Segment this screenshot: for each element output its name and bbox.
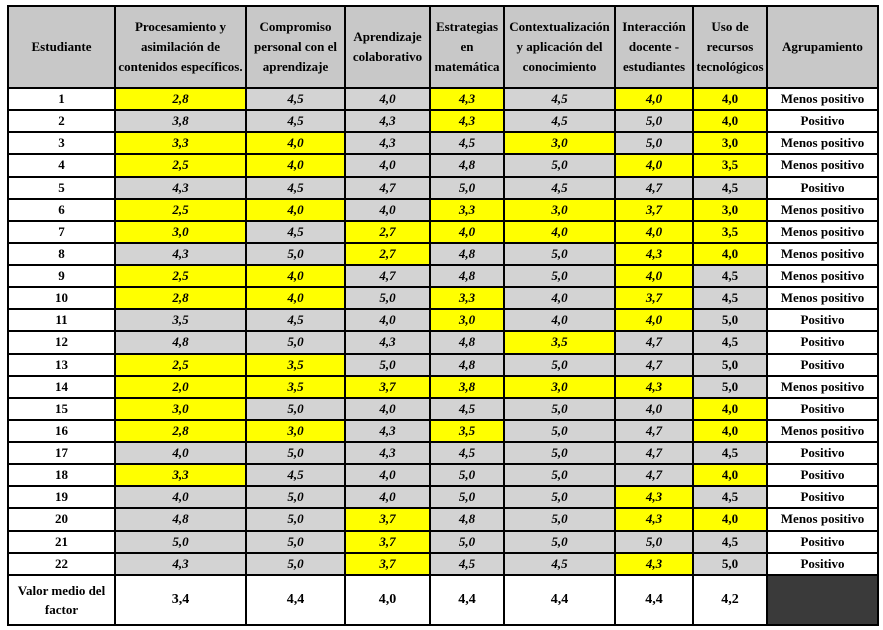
factor-value-cell: 5,0 xyxy=(693,376,767,398)
factor-value-cell: 3,7 xyxy=(345,376,430,398)
student-number-cell: 4 xyxy=(8,154,115,176)
factor-value-cell: 5,0 xyxy=(693,309,767,331)
factor-value-cell: 4,5 xyxy=(504,177,615,199)
factor-value-cell: 4,5 xyxy=(430,398,504,420)
student-number-cell: 22 xyxy=(8,553,115,575)
factor-value-cell: 3,0 xyxy=(693,199,767,221)
table-row xyxy=(8,177,878,199)
factor-value-cell: 3,5 xyxy=(115,309,246,331)
table-row xyxy=(8,464,878,486)
grouping-cell: Positivo xyxy=(767,464,878,486)
table-row xyxy=(8,88,878,110)
factor-value-cell: 4,0 xyxy=(693,88,767,110)
factor-value-cell: 4,0 xyxy=(615,398,693,420)
factor-value-cell: 4,5 xyxy=(246,110,345,132)
table-body xyxy=(8,88,878,575)
factor-value-cell: 4,5 xyxy=(504,553,615,575)
factor-value-cell: 4,8 xyxy=(430,243,504,265)
student-number-cell: 20 xyxy=(8,508,115,530)
factor-value-cell: 5,0 xyxy=(615,110,693,132)
factor-value-cell: 5,0 xyxy=(345,287,430,309)
factor-value-cell: 4,5 xyxy=(246,177,345,199)
factor-value-cell: 3,0 xyxy=(115,221,246,243)
factor-value-cell: 4,3 xyxy=(345,110,430,132)
grouping-cell: Menos positivo xyxy=(767,420,878,442)
grouping-cell: Menos positivo xyxy=(767,287,878,309)
factor-value-cell: 4,8 xyxy=(430,331,504,353)
factor-value-cell: 3,7 xyxy=(345,531,430,553)
grouping-cell: Positivo xyxy=(767,553,878,575)
factor-value-cell: 2,8 xyxy=(115,420,246,442)
factor-value-cell: 4,7 xyxy=(615,420,693,442)
footer-mean-cell: 4,4 xyxy=(430,575,504,625)
grouping-cell: Menos positivo xyxy=(767,243,878,265)
factor-value-cell: 4,0 xyxy=(504,287,615,309)
factor-value-cell: 3,0 xyxy=(115,398,246,420)
factor-value-cell: 4,5 xyxy=(246,221,345,243)
table-row xyxy=(8,154,878,176)
factor-value-cell: 4,3 xyxy=(345,420,430,442)
factor-value-cell: 5,0 xyxy=(504,265,615,287)
table-row xyxy=(8,265,878,287)
factor-value-cell: 4,0 xyxy=(504,309,615,331)
factor-value-cell: 3,7 xyxy=(345,508,430,530)
factor-value-cell: 4,3 xyxy=(615,553,693,575)
footer-mean-cell: 4,4 xyxy=(504,575,615,625)
factor-value-cell: 4,3 xyxy=(615,243,693,265)
table-row xyxy=(8,442,878,464)
grouping-cell: Menos positivo xyxy=(767,265,878,287)
factor-value-cell: 4,0 xyxy=(345,398,430,420)
factor-value-cell: 3,0 xyxy=(504,199,615,221)
factor-value-cell: 3,0 xyxy=(246,420,345,442)
factor-value-cell: 4,3 xyxy=(615,486,693,508)
factor-value-cell: 4,7 xyxy=(615,177,693,199)
header-cell-estudiante: Estudiante xyxy=(8,6,115,88)
table-row xyxy=(8,331,878,353)
student-number-cell: 9 xyxy=(8,265,115,287)
student-number-cell: 8 xyxy=(8,243,115,265)
factor-value-cell: 4,0 xyxy=(345,154,430,176)
factor-value-cell: 4,5 xyxy=(246,88,345,110)
factor-value-cell: 2,8 xyxy=(115,88,246,110)
footer-mean-cell: 4,4 xyxy=(246,575,345,625)
factor-value-cell: 3,5 xyxy=(246,376,345,398)
factor-value-cell: 4,5 xyxy=(430,442,504,464)
factor-value-cell: 4,5 xyxy=(693,331,767,353)
table-row xyxy=(8,221,878,243)
factor-value-cell: 5,0 xyxy=(504,508,615,530)
factor-value-cell: 3,5 xyxy=(693,154,767,176)
student-number-cell: 12 xyxy=(8,331,115,353)
grouping-cell: Positivo xyxy=(767,354,878,376)
factor-value-cell: 4,3 xyxy=(115,177,246,199)
grouping-cell: Menos positivo xyxy=(767,154,878,176)
grouping-cell: Positivo xyxy=(767,110,878,132)
factor-value-cell: 4,7 xyxy=(615,354,693,376)
footer-mean-cell: 4,2 xyxy=(693,575,767,625)
student-number-cell: 5 xyxy=(8,177,115,199)
factor-value-cell: 5,0 xyxy=(246,553,345,575)
table-row xyxy=(8,110,878,132)
header-cell-contextualizacion: Contextualización y aplicación del conocimiento xyxy=(504,6,615,88)
factor-value-cell: 5,0 xyxy=(115,531,246,553)
factor-value-cell: 4,5 xyxy=(430,132,504,154)
factor-value-cell: 4,5 xyxy=(246,464,345,486)
factor-value-cell: 4,0 xyxy=(693,508,767,530)
table-row xyxy=(8,287,878,309)
factor-value-cell: 4,3 xyxy=(430,88,504,110)
factor-value-cell: 4,0 xyxy=(345,464,430,486)
factor-value-cell: 4,7 xyxy=(345,265,430,287)
factor-value-cell: 5,0 xyxy=(246,243,345,265)
student-number-cell: 10 xyxy=(8,287,115,309)
factor-value-cell: 4,5 xyxy=(693,265,767,287)
factor-value-cell: 4,0 xyxy=(246,265,345,287)
factor-value-cell: 3,8 xyxy=(115,110,246,132)
factor-value-cell: 4,0 xyxy=(345,88,430,110)
factor-value-cell: 5,0 xyxy=(430,486,504,508)
factor-value-cell: 4,7 xyxy=(615,331,693,353)
factor-value-cell: 2,0 xyxy=(115,376,246,398)
student-number-cell: 1 xyxy=(8,88,115,110)
header-cell-procesamiento: Procesamiento y asimilación de contenidos específicos. xyxy=(115,6,246,88)
factor-value-cell: 4,8 xyxy=(430,508,504,530)
factor-value-cell: 4,0 xyxy=(115,486,246,508)
table-row xyxy=(8,199,878,221)
grouping-cell: Positivo xyxy=(767,398,878,420)
student-factors-table xyxy=(7,5,879,626)
factor-value-cell: 4,0 xyxy=(246,287,345,309)
factor-value-cell: 4,0 xyxy=(430,221,504,243)
factor-value-cell: 4,5 xyxy=(693,177,767,199)
factor-value-cell: 5,0 xyxy=(246,398,345,420)
table-row xyxy=(8,486,878,508)
factor-value-cell: 5,0 xyxy=(504,442,615,464)
factor-value-cell: 4,3 xyxy=(345,132,430,154)
factor-value-cell: 3,8 xyxy=(430,376,504,398)
factor-value-cell: 3,7 xyxy=(345,553,430,575)
footer-mean-cell: 3,4 xyxy=(115,575,246,625)
factor-value-cell: 5,0 xyxy=(504,531,615,553)
header-cell-compromiso: Compromiso personal con el aprendizaje xyxy=(246,6,345,88)
factor-value-cell: 5,0 xyxy=(246,486,345,508)
factor-value-cell: 4,0 xyxy=(615,88,693,110)
factor-value-cell: 4,8 xyxy=(115,508,246,530)
header-cell-estrategias: Estrategias en matemática xyxy=(430,6,504,88)
factor-value-cell: 4,0 xyxy=(246,199,345,221)
footer-dark-cell xyxy=(767,575,878,625)
table-row xyxy=(8,243,878,265)
grouping-cell: Menos positivo xyxy=(767,199,878,221)
factor-value-cell: 4,0 xyxy=(693,398,767,420)
table-row xyxy=(8,132,878,154)
factor-value-cell: 4,0 xyxy=(345,486,430,508)
grouping-cell: Menos positivo xyxy=(767,132,878,154)
factor-value-cell: 3,5 xyxy=(504,331,615,353)
table-row xyxy=(8,531,878,553)
factor-value-cell: 2,5 xyxy=(115,154,246,176)
factor-value-cell: 5,0 xyxy=(504,154,615,176)
factor-value-cell: 4,0 xyxy=(615,309,693,331)
factor-value-cell: 5,0 xyxy=(504,398,615,420)
factor-value-cell: 4,0 xyxy=(345,309,430,331)
footer-row xyxy=(8,575,878,625)
footer-mean-cell: 4,0 xyxy=(345,575,430,625)
grouping-cell: Positivo xyxy=(767,442,878,464)
factor-value-cell: 5,0 xyxy=(430,531,504,553)
factor-value-cell: 5,0 xyxy=(246,531,345,553)
table-row xyxy=(8,420,878,442)
student-number-cell: 17 xyxy=(8,442,115,464)
factor-value-cell: 4,5 xyxy=(693,287,767,309)
factor-value-cell: 4,5 xyxy=(430,553,504,575)
factor-value-cell: 3,7 xyxy=(615,199,693,221)
factor-value-cell: 3,3 xyxy=(115,132,246,154)
footer-label-cell: Valor medio del factor xyxy=(8,575,115,625)
factor-value-cell: 2,5 xyxy=(115,265,246,287)
factor-value-cell: 3,3 xyxy=(430,287,504,309)
header-cell-agrupamiento: Agrupamiento xyxy=(767,6,878,88)
factor-value-cell: 3,3 xyxy=(115,464,246,486)
factor-value-cell: 5,0 xyxy=(504,486,615,508)
factor-value-cell: 5,0 xyxy=(246,508,345,530)
table-row xyxy=(8,354,878,376)
factor-value-cell: 5,0 xyxy=(504,420,615,442)
factor-value-cell: 4,0 xyxy=(615,221,693,243)
footer-mean-cell: 4,4 xyxy=(615,575,693,625)
factor-value-cell: 4,0 xyxy=(246,154,345,176)
factor-value-cell: 4,7 xyxy=(615,464,693,486)
factor-value-cell: 4,8 xyxy=(115,331,246,353)
factor-value-cell: 4,0 xyxy=(615,154,693,176)
factor-value-cell: 3,5 xyxy=(246,354,345,376)
student-number-cell: 13 xyxy=(8,354,115,376)
factor-value-cell: 2,7 xyxy=(345,221,430,243)
factor-value-cell: 4,3 xyxy=(615,376,693,398)
factor-value-cell: 5,0 xyxy=(430,177,504,199)
factor-value-cell: 4,0 xyxy=(345,199,430,221)
factor-value-cell: 5,0 xyxy=(504,243,615,265)
factor-value-cell: 4,5 xyxy=(504,110,615,132)
factor-value-cell: 4,0 xyxy=(115,442,246,464)
factor-value-cell: 4,3 xyxy=(615,508,693,530)
factor-value-cell: 5,0 xyxy=(504,354,615,376)
factor-value-cell: 4,8 xyxy=(430,154,504,176)
factor-value-cell: 4,0 xyxy=(615,265,693,287)
table-row xyxy=(8,376,878,398)
header-row xyxy=(8,6,878,88)
student-number-cell: 2 xyxy=(8,110,115,132)
grouping-cell: Positivo xyxy=(767,486,878,508)
grouping-cell: Menos positivo xyxy=(767,508,878,530)
student-number-cell: 11 xyxy=(8,309,115,331)
student-number-cell: 18 xyxy=(8,464,115,486)
factor-value-cell: 3,5 xyxy=(693,221,767,243)
factor-value-cell: 4,7 xyxy=(615,442,693,464)
factor-value-cell: 5,0 xyxy=(615,132,693,154)
table-row xyxy=(8,309,878,331)
factor-value-cell: 5,0 xyxy=(246,442,345,464)
factor-value-cell: 4,8 xyxy=(430,354,504,376)
header-cell-interaccion: Interacción docente - estudiantes xyxy=(615,6,693,88)
factor-value-cell: 3,3 xyxy=(430,199,504,221)
grouping-cell: Menos positivo xyxy=(767,221,878,243)
factor-value-cell: 4,5 xyxy=(693,442,767,464)
factor-value-cell: 4,0 xyxy=(693,464,767,486)
factor-value-cell: 4,0 xyxy=(504,221,615,243)
table-row xyxy=(8,398,878,420)
student-number-cell: 3 xyxy=(8,132,115,154)
factor-value-cell: 5,0 xyxy=(345,354,430,376)
factor-value-cell: 4,0 xyxy=(693,110,767,132)
student-number-cell: 14 xyxy=(8,376,115,398)
factor-value-cell: 4,0 xyxy=(693,243,767,265)
factor-value-cell: 3,0 xyxy=(504,132,615,154)
student-number-cell: 7 xyxy=(8,221,115,243)
factor-value-cell: 4,3 xyxy=(430,110,504,132)
factor-value-cell: 4,7 xyxy=(345,177,430,199)
factor-value-cell: 4,3 xyxy=(115,553,246,575)
factor-value-cell: 5,0 xyxy=(693,354,767,376)
factor-value-cell: 5,0 xyxy=(615,531,693,553)
grouping-cell: Menos positivo xyxy=(767,88,878,110)
factor-value-cell: 4,8 xyxy=(430,265,504,287)
table-header xyxy=(8,6,878,88)
grouping-cell: Positivo xyxy=(767,309,878,331)
header-cell-uso-recursos: Uso de recursos tecnológicos xyxy=(693,6,767,88)
table-row xyxy=(8,508,878,530)
factor-value-cell: 4,5 xyxy=(504,88,615,110)
factor-value-cell: 3,7 xyxy=(615,287,693,309)
student-number-cell: 6 xyxy=(8,199,115,221)
factor-value-cell: 2,8 xyxy=(115,287,246,309)
factor-value-cell: 3,0 xyxy=(693,132,767,154)
student-number-cell: 16 xyxy=(8,420,115,442)
factor-value-cell: 4,3 xyxy=(115,243,246,265)
factor-value-cell: 5,0 xyxy=(246,331,345,353)
grouping-cell: Positivo xyxy=(767,177,878,199)
factor-value-cell: 2,5 xyxy=(115,199,246,221)
student-number-cell: 15 xyxy=(8,398,115,420)
table-footer xyxy=(8,575,878,625)
grouping-cell: Positivo xyxy=(767,331,878,353)
grouping-cell: Positivo xyxy=(767,531,878,553)
factor-value-cell: 5,0 xyxy=(504,464,615,486)
factor-value-cell: 4,5 xyxy=(693,531,767,553)
factor-value-cell: 4,5 xyxy=(246,309,345,331)
student-number-cell: 19 xyxy=(8,486,115,508)
factor-value-cell: 4,3 xyxy=(345,331,430,353)
student-number-cell: 21 xyxy=(8,531,115,553)
grouping-cell: Menos positivo xyxy=(767,376,878,398)
factor-value-cell: 5,0 xyxy=(430,464,504,486)
table-row xyxy=(8,553,878,575)
factor-value-cell: 4,3 xyxy=(345,442,430,464)
factor-value-cell: 4,0 xyxy=(693,420,767,442)
factor-value-cell: 4,0 xyxy=(246,132,345,154)
factor-value-cell: 5,0 xyxy=(693,553,767,575)
header-cell-aprendizaje-colaborativo: Aprendizaje colaborativo xyxy=(345,6,430,88)
factor-value-cell: 3,5 xyxy=(430,420,504,442)
factor-value-cell: 3,0 xyxy=(504,376,615,398)
factor-value-cell: 3,0 xyxy=(430,309,504,331)
factor-value-cell: 2,7 xyxy=(345,243,430,265)
factor-value-cell: 4,5 xyxy=(693,486,767,508)
factor-value-cell: 2,5 xyxy=(115,354,246,376)
